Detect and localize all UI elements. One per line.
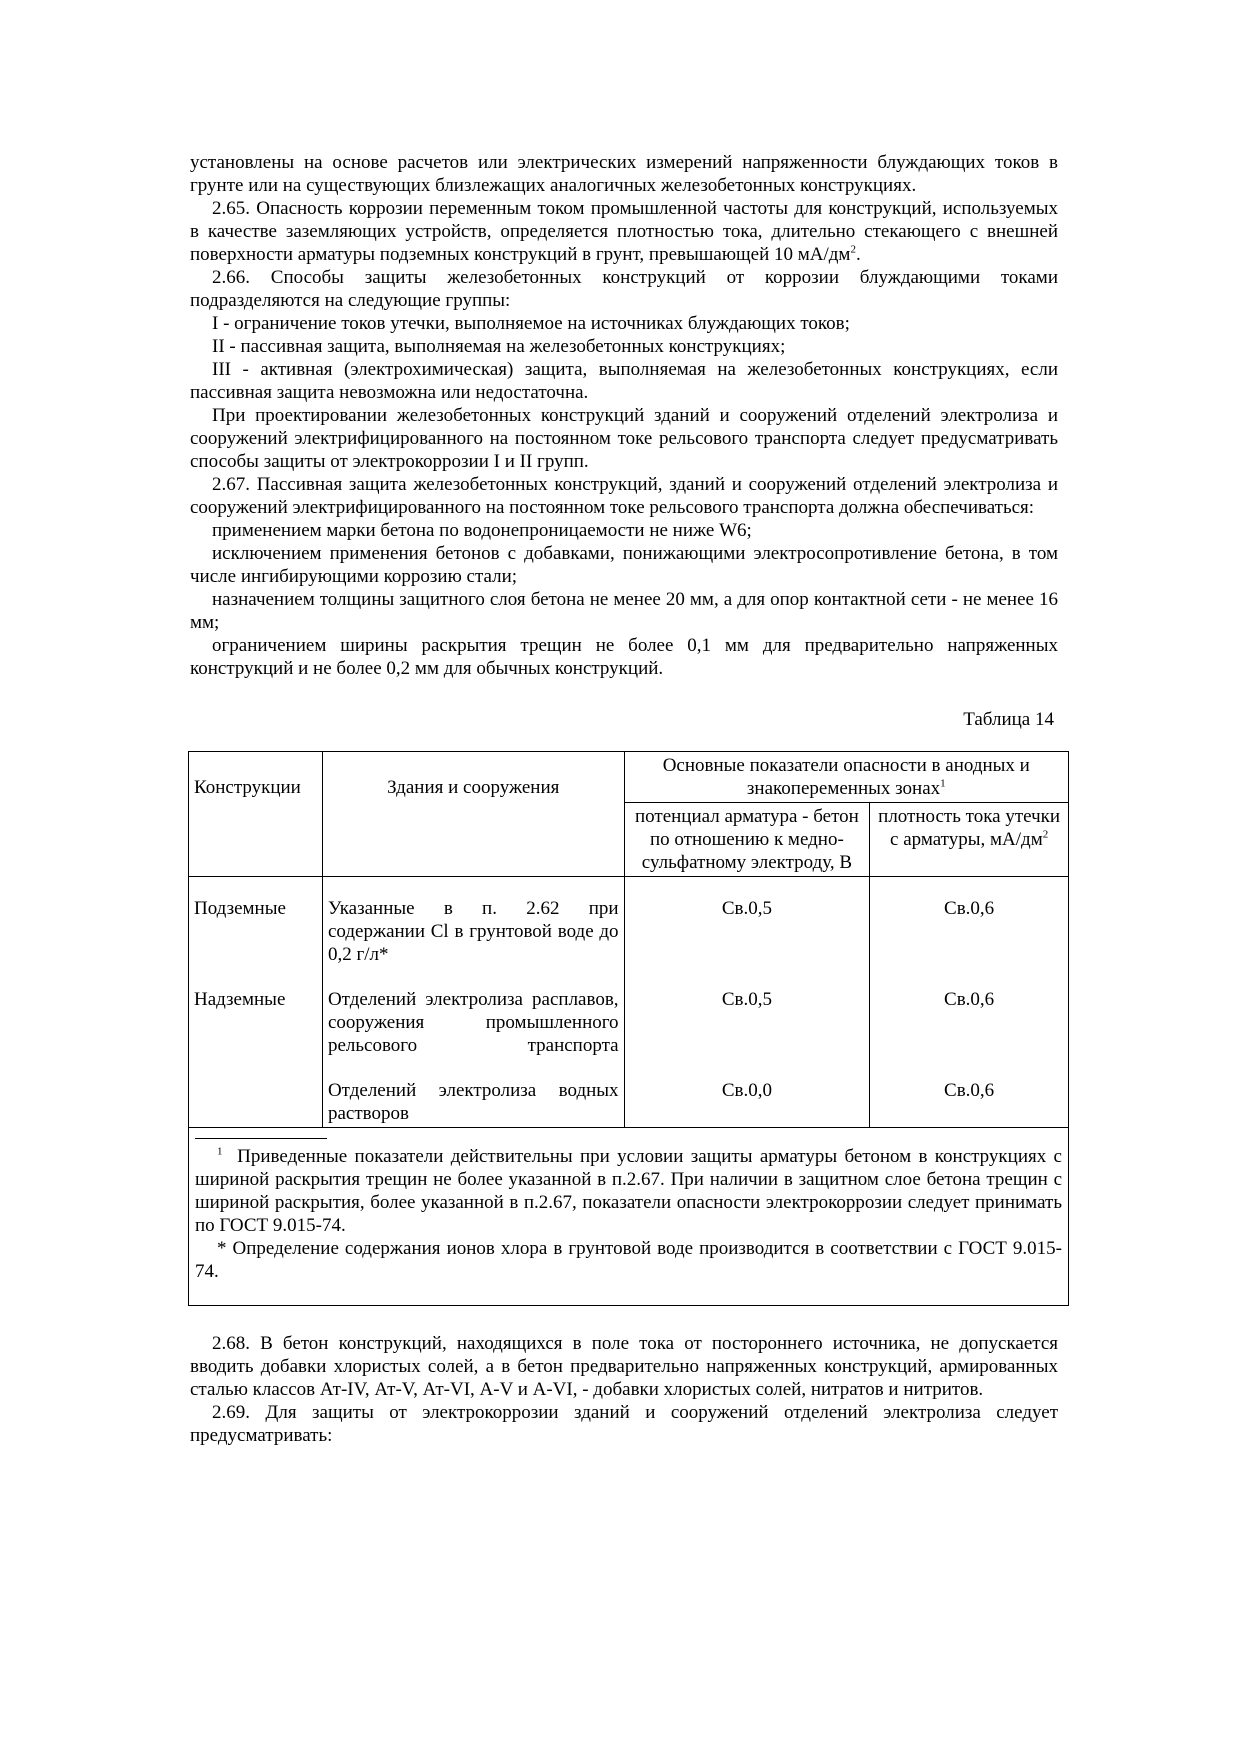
cell-density: Св.0,6 (870, 1077, 1069, 1128)
cell-construction: Надземные (189, 986, 323, 1077)
header-current-density (870, 803, 1069, 877)
header-current-density-text: плотность тока утечки с арматуры, мА/дм (878, 806, 1061, 850)
footnote-separator (195, 1138, 327, 1139)
footnote-mark: 1 (217, 1145, 223, 1158)
footnote-1 (195, 1145, 1062, 1237)
footnote-asterisk (195, 1237, 1062, 1283)
paragraph-design-note: При проектировании железобетонных конструкций зданий и сооружений отделений электролиза и сооружений электрифицированного на постоянном токе рельсового транспорта следует предусматривать способы защиты от электрокоррозии I и II групп. (190, 405, 1058, 472)
paragraph-2-68: 2.68. В бетон конструкций, находящихся в поле тока от постороннего источника, не допускается вводить добавки хлористых солей, а в бетон предварительно напряженных конструкций, армированных сталью классов Ат-IV, Ат-V, Ат-VI, А-V и А-VI, - добавки хлористых солей, нитратов и нитритов. (190, 1333, 1058, 1400)
paragraph-2-69: 2.69. Для защиты от электрокоррозии зданий и сооружений отделений электролиза следует предусматривать: (190, 1402, 1058, 1446)
cell-potential: Св.0,5 (624, 877, 870, 987)
footnote-asterisk-text: Определение содержания ионов хлора в грунтовой воде производится в соответствии с ГОСТ 9.015-74. (195, 1238, 1062, 1282)
cell-building: Указанные в п. 2.62 при содержании Cl в грунтовой воде до 0,2 г/л* (322, 877, 624, 987)
paragraph-2-66: 2.66. Способы защиты железобетонных конструкций от коррозии блуждающими токами подразделяются на следующие группы: (190, 267, 1058, 311)
section-after-table (190, 1332, 1058, 1447)
header-buildings: Здания и сооружения (322, 752, 624, 877)
measure-item-4: ограничением ширины раскрытия трещин не более 0,1 мм для предварительно напряженных конструкций и не более 0,2 мм для обычных конструкций. (190, 635, 1058, 679)
superscript-2: 2 (850, 243, 856, 256)
table-footnotes (189, 1128, 1069, 1306)
period: . (855, 244, 861, 265)
cell-building: Отделений электролиза расплавов, сооружения промышленного рельсового транспорта (322, 986, 624, 1077)
cell-potential: Св.0,5 (624, 986, 870, 1077)
paragraph-2-65-text: 2.65. Опасность коррозии переменным током промышленной частоты для конструкций, используемых в качестве заземляющих устройств, определяется плотностью тока, длительно стекающего с внешней поверхности арматуры подземных конструкций в грунт, превышающей 10 мА/дм (190, 198, 1058, 265)
table-14 (188, 751, 1069, 1306)
table-row (189, 1077, 1069, 1128)
header-constructions: Конструкции (189, 752, 323, 877)
document-page (190, 151, 1062, 1447)
paragraph-continuation: установлены на основе расчетов или электрических измерений напряженности блуждающих токов в грунте или на существующих близлежащих аналогичных железобетонных конструкциях. (190, 152, 1058, 196)
table-caption: Таблица 14 (963, 709, 1054, 730)
paragraph-2-67: 2.67. Пассивная защита железобетонных конструкций, зданий и сооружений отделений электролиза и сооружений электрифицированного на постоянном токе рельсового транспорта должна обеспечиваться: (190, 474, 1058, 518)
list-item-group-1: I - ограничение токов утечки, выполняемое на источниках блуждающих токов; (212, 313, 850, 334)
table-header-row-1 (189, 752, 1069, 803)
header-danger-indicators (624, 752, 1068, 803)
cell-building: Отделений электролиза водных растворов (322, 1077, 624, 1128)
footnote-mark: * (217, 1238, 227, 1259)
cell-construction: Подземные (189, 877, 323, 987)
table-row (189, 877, 1069, 987)
header-potential: потенциал арматура - бетон по отношению к медно- сульфатному электроду, В (624, 803, 870, 877)
footnote-ref-1: 1 (940, 777, 946, 790)
cell-density: Св.0,6 (870, 986, 1069, 1077)
table-row (189, 986, 1069, 1077)
list-item-group-2: II - пассивная защита, выполняемая на железобетонных конструкциях; (212, 336, 786, 357)
cell-construction (189, 1077, 323, 1128)
measure-item-1: применением марки бетона по водонепроницаемости не ниже W6; (212, 520, 752, 541)
cell-density: Св.0,6 (870, 877, 1069, 987)
paragraph-2-65 (190, 197, 1058, 266)
measure-item-2: исключением применения бетонов с добавками, понижающими электросопротивление бетона, в том числе ингибирующими коррозию стали; (190, 543, 1058, 587)
list-item-group-3: III - активная (электрохимическая) защита, выполняемая на железобетонных конструкциях, если пассивная защита невозможна или недостаточна. (190, 359, 1058, 403)
superscript-2: 2 (1042, 828, 1049, 841)
measure-item-3: назначением толщины защитного слоя бетона не менее 20 мм, а для опор контактной сети - не менее 16 мм; (190, 589, 1058, 633)
footnote-1-text: Приведенные показатели действительны при условии защиты арматуры бетоном в конструкциях с шириной раскрытия трещин не более указанной в п.2.67. При наличии в защитном слое бетона трещин с шириной раскрытия, более указанной в п.2.67, показатели опасности электрокоррозии следует принимать по ГОСТ 9.015-74. (195, 1146, 1062, 1236)
table-footnotes-row (189, 1128, 1069, 1306)
header-danger-indicators-text: Основные показатели опасности в анодных и знакопеременных зонах (662, 755, 1030, 799)
cell-potential: Св.0,0 (624, 1077, 870, 1128)
